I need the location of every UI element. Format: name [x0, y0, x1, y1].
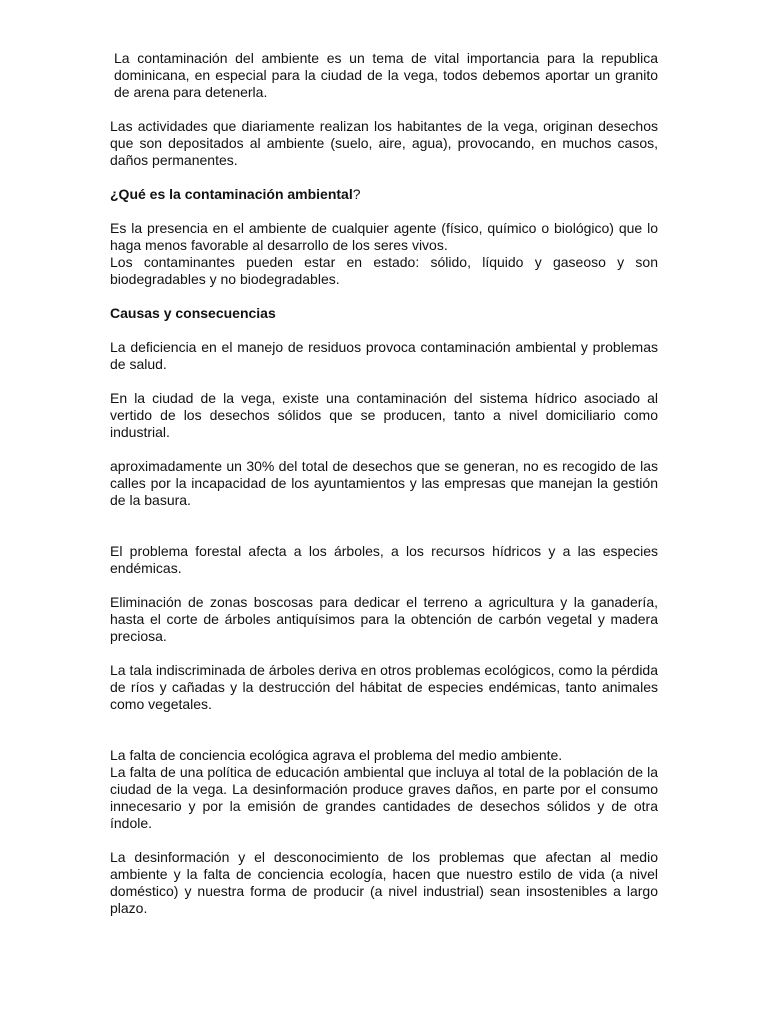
paragraph-education-policy: La falta de una política de educación ambiental que incluya al total de la población de la ciudad de la vega. La desinformación produce graves daños, en parte por el consumo innecesario y por la emisión de grandes cantidades de desechos sólidos y de otra índole. [110, 764, 658, 831]
paragraph-ecological-awareness: La falta de conciencia ecológica agrava el problema del medio ambiente. [110, 747, 563, 763]
heading-what-is-pollution [110, 186, 658, 203]
paragraph-definition: Es la presencia en el ambiente de cualquier agente (físico, químico o biológico) que lo haga menos favorable al desarrollo de los seres vivos. [110, 220, 658, 253]
paragraph-deforestation: Eliminación de zonas boscosas para dedicar el terreno a agricultura y la ganadería, hasta el corte de árboles antiquísimos para la obtención de carbón vegetal y madera preciosa. [110, 594, 658, 644]
paragraph-misinformation: La desinformación y el desconocimiento de los problemas que afectan al medio ambiente y la falta de conciencia ecología, hacen que nuestro estilo de vida (a nivel doméstico) y nuestra forma de producir (a nivel industrial) sean insostenibles a largo plazo. [110, 849, 658, 916]
heading-what-is-pollution-bold: ¿Qué es la contaminación ambiental [110, 186, 353, 202]
paragraph-pollutant-states: Los contaminantes pueden estar en estado: sólido, líquido y gaseoso y son biodegradables y no biodegradables. [110, 254, 658, 287]
paragraph-forest-problem: El problema forestal afecta a los árboles, a los recursos hídricos y a las especies endémicas. [110, 543, 658, 576]
paragraph-waste-collection: aproximadamente un 30% del total de desechos que se generan, no es recogido de las calles por la incapacidad de los ayuntamientos y las empresas que manejan la gestión de la basura. [110, 458, 658, 508]
heading-causes-consequences: Causas y consecuencias [110, 305, 276, 321]
paragraph-logging: La tala indiscriminada de árboles deriva en otros problemas ecológicos, como la pérdida de ríos y cañadas y la destrucción del hábitat de especies endémicas, tanto animales como vegetales. [110, 662, 658, 712]
paragraph-waste-management: La deficiencia en el manejo de residuos provoca contaminación ambiental y problemas de salud. [110, 339, 658, 372]
paragraph-intro: La contaminación del ambiente es un tema de vital importancia para la republica dominicana, en especial para la ciudad de la vega, todos debemos aportar un granito de arena para detenerla. [114, 50, 658, 100]
paragraph-activities: Las actividades que diariamente realizan los habitantes de la vega, originan desechos que son depositados al ambiente (suelo, aire, agua), provocando, en muchos casos, daños permanentes. [110, 118, 658, 168]
paragraph-water-system: En la ciudad de la vega, existe una contaminación del sistema hídrico asociado al vertido de los desechos sólidos que se producen, tanto a nivel domiciliario como industrial. [110, 390, 658, 440]
heading-what-is-pollution-mark: ? [352, 186, 361, 202]
